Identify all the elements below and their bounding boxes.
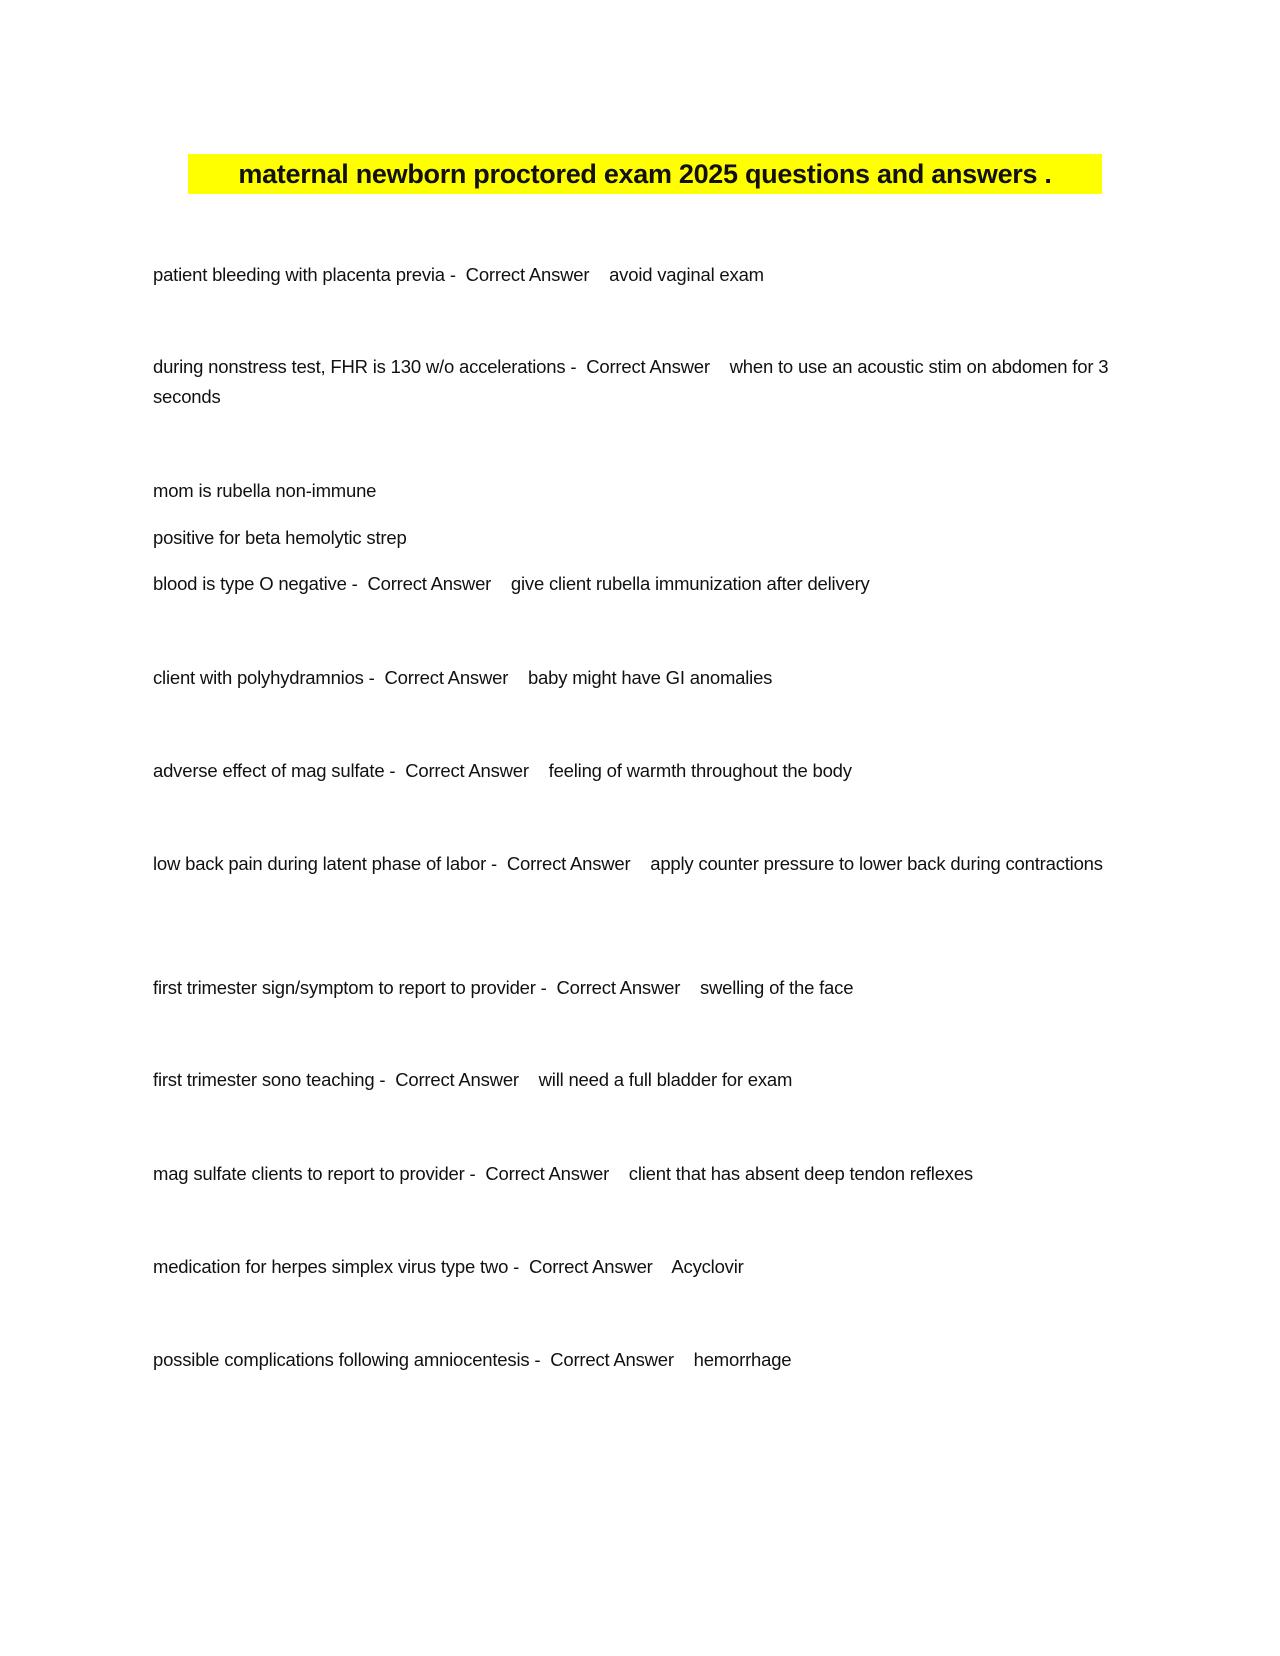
answer: swelling of the face — [699, 977, 854, 998]
question: possible complications following amniocentesis — [153, 1349, 530, 1370]
answer: apply counter pressure to lower back during contractions — [650, 853, 1103, 874]
qa-item — [153, 1065, 1128, 1095]
answer: when to use an acoustic stim on abdomen for 3 seconds — [153, 356, 1109, 407]
qa-item — [153, 569, 1128, 599]
question: medication for herpes simplex virus type two — [153, 1256, 509, 1277]
qa-item — [153, 260, 1128, 290]
answer: client that has absent deep tendon reflexes — [628, 1163, 973, 1184]
answer: give client rubella immunization after delivery — [510, 573, 870, 594]
question: blood is type O negative — [153, 573, 347, 594]
qa-item — [153, 352, 1128, 412]
answer-separator: - Correct Answer — [565, 356, 730, 377]
answer-separator: - Correct Answer — [535, 977, 700, 998]
answer-separator: - Correct Answer — [508, 1256, 672, 1277]
answer-separator: - Correct Answer — [346, 573, 511, 594]
question: adverse effect of mag sulfate — [153, 760, 385, 781]
document-title: maternal newborn proctored exam 2025 questions and answers . — [188, 154, 1102, 194]
question: first trimester sono teaching — [153, 1069, 375, 1090]
qa-item — [153, 973, 1128, 1003]
question: low back pain during latent phase of labor — [153, 853, 487, 874]
answer-separator: - Correct Answer — [529, 1349, 694, 1370]
question: mag sulfate clients to report to provider — [153, 1163, 465, 1184]
qa-item — [153, 1345, 1128, 1375]
answer: avoid vaginal exam — [609, 264, 764, 285]
qa-item — [153, 1252, 1128, 1282]
answer-separator: - Correct Answer — [486, 853, 651, 874]
question: during nonstress test, FHR is 130 w/o accelerations — [153, 356, 566, 377]
question: patient bleeding with placenta previa — [153, 264, 445, 285]
answer: feeling of warmth throughout the body — [548, 760, 852, 781]
qa-item — [153, 663, 1128, 693]
answer-separator: - Correct Answer — [374, 1069, 539, 1090]
qa-pre-line: mom is rubella non-immune — [153, 480, 377, 501]
answer-separator: - Correct Answer — [363, 667, 528, 688]
qa-item — [153, 1159, 1128, 1189]
answer: baby might have GI anomalies — [527, 667, 773, 688]
answer: hemorrhage — [693, 1349, 792, 1370]
qa-pre-line: positive for beta hemolytic strep — [153, 527, 407, 548]
answer-separator: - Correct Answer — [444, 264, 610, 285]
answer: will need a full bladder for exam — [538, 1069, 793, 1090]
answer-separator: - Correct Answer — [384, 760, 549, 781]
answer-separator: - Correct Answer — [464, 1163, 629, 1184]
answer: Acyclovir — [671, 1256, 744, 1277]
question: first trimester sign/symptom to report to provider — [153, 977, 536, 998]
qa-item — [153, 849, 1128, 879]
question: client with polyhydramnios — [153, 667, 364, 688]
qa-item — [153, 756, 1128, 786]
